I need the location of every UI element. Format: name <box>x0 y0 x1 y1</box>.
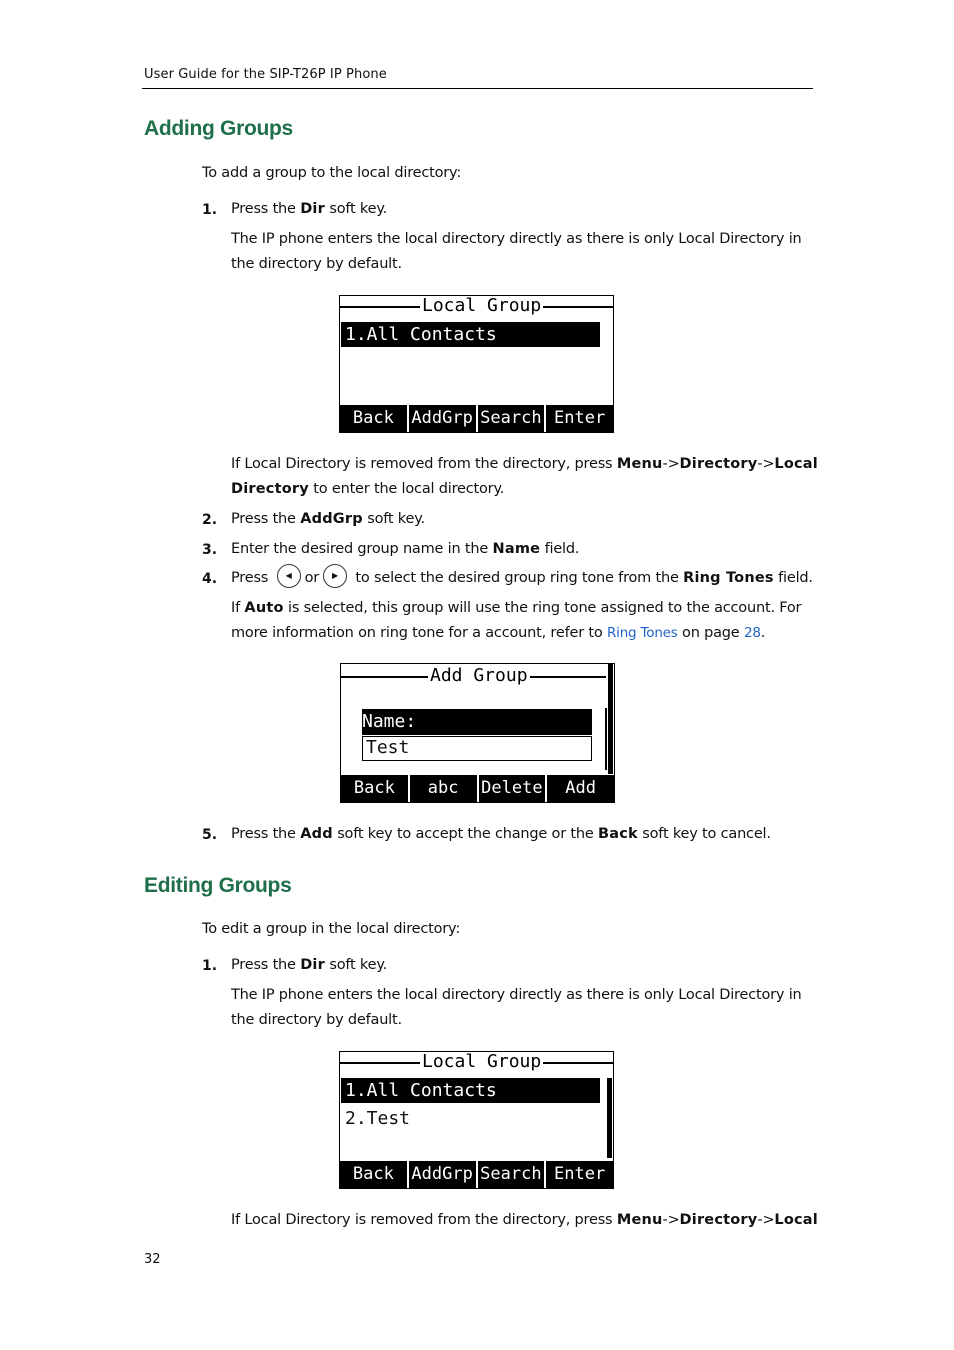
step-text: Press ◀ or ▶ to select the desired group ring tone from the Ring Tones field. <box>231 566 821 591</box>
note-local-directory-removed: If Local Directory is removed from the directory, press Menu->Directory->Local <box>231 1212 818 1228</box>
softkey-bar <box>340 1161 613 1188</box>
step-text: Press the Dir soft key. <box>231 957 388 973</box>
step-text: Press the Dir soft key. <box>231 201 388 217</box>
screen-title: Add Group <box>430 665 528 686</box>
section-title-editing-groups: Editing Groups <box>144 874 292 897</box>
screen-highlight-row: 1.All Contacts <box>341 322 600 347</box>
procedure-heading: To add a group to the local directory: <box>202 165 462 181</box>
step-note: The IP phone enters the local directory directly as there is only Local Directory in the directory by default. <box>231 231 802 272</box>
step-text: Press the Add soft key to accept the change or the Back soft key to cancel. <box>231 826 771 842</box>
softkey-search: Search <box>476 405 545 432</box>
screen-highlight-row: 1.All Contacts <box>341 1078 600 1103</box>
step-number: 5. <box>202 827 218 843</box>
softkey-addgrp: AddGrp <box>407 405 476 432</box>
scrollbar <box>607 1078 612 1158</box>
header-rule <box>142 88 813 89</box>
softkey-bar <box>340 405 613 432</box>
step-text: Enter the desired group name in the Name field. <box>231 541 580 557</box>
screen-highlight-row: Name: <box>362 709 592 735</box>
softkey-back: Back <box>353 778 395 798</box>
softkey-delete: Delete <box>477 775 546 802</box>
softkey-search: Search <box>476 1161 545 1188</box>
phone-screen-local-group-2 <box>339 1051 614 1189</box>
step-number: 4. <box>202 571 218 587</box>
procedure-heading: To edit a group in the local directory: <box>202 921 461 937</box>
running-header: User Guide for the SIP-T26P IP Phone <box>144 67 387 82</box>
step-number: 1. <box>202 202 218 218</box>
step-note: The IP phone enters the local directory directly as there is only Local Directory in the directory by default. <box>231 987 802 1028</box>
screen-title: Local Group <box>422 1051 542 1072</box>
step-number: 1. <box>202 958 218 974</box>
page-link[interactable]: 28 <box>743 625 761 641</box>
softkey-back: Back <box>352 408 394 428</box>
softkey-abc: abc <box>408 775 477 802</box>
softkey-enter: Enter <box>544 1161 613 1188</box>
phone-screen-local-group <box>339 295 614 433</box>
phone-screen-add-group <box>340 663 615 803</box>
right-arrow-icon: ▶ <box>323 564 347 588</box>
scrollbar-track <box>605 708 607 770</box>
scrollbar <box>608 664 613 774</box>
ring-tones-link[interactable]: Ring Tones <box>606 625 678 641</box>
left-arrow-icon: ◀ <box>277 564 301 588</box>
softkey-back: Back <box>352 1164 394 1184</box>
step-text: Press the AddGrp soft key. <box>231 511 425 527</box>
step-number: 2. <box>202 512 218 528</box>
screen-title: Local Group <box>422 295 542 316</box>
softkey-add: Add <box>545 775 614 802</box>
page-number: 32 <box>144 1252 161 1267</box>
name-field: Test <box>362 736 592 761</box>
softkey-addgrp: AddGrp <box>407 1161 476 1188</box>
screen-list-row: 2.Test <box>345 1108 411 1129</box>
softkey-bar <box>341 775 614 802</box>
step-note: If Auto is selected, this group will use the ring tone assigned to the account. For more information on ring tone for a account, refer to Ring Tones on page 28. <box>231 600 802 641</box>
note-local-directory-removed: If Local Directory is removed from the directory, press Menu->Directory->Local Directory to enter the local directory. <box>231 456 818 497</box>
softkey-name: Dir <box>300 201 325 217</box>
step-number: 3. <box>202 542 218 558</box>
section-title-adding-groups: Adding Groups <box>144 117 293 140</box>
softkey-enter: Enter <box>544 405 613 432</box>
